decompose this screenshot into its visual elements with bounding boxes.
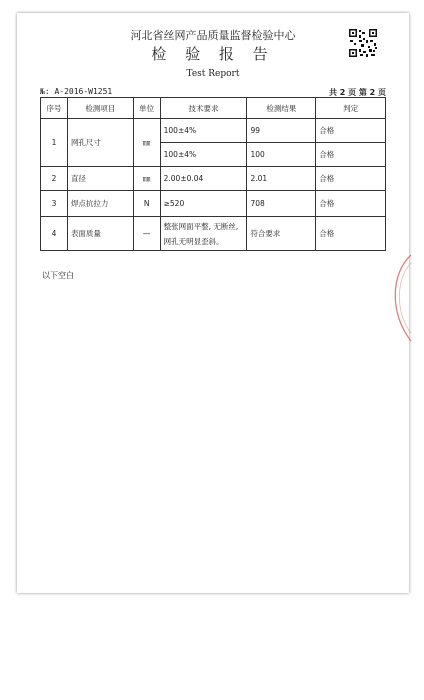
report-page xyxy=(17,13,409,593)
cell-judgement: 合格 xyxy=(316,191,386,217)
cell-judgement: 合格 xyxy=(316,119,386,143)
cell-result: 100 xyxy=(247,143,316,167)
table-row xyxy=(41,191,386,217)
cell-unit: — xyxy=(133,217,160,251)
cell-result: 2.01 xyxy=(247,167,316,191)
cell-unit: ㎜ xyxy=(133,119,160,167)
cell-item: 焊点抗拉力 xyxy=(67,191,133,217)
header-unit: 单位 xyxy=(133,98,160,119)
header-judgement: 判定 xyxy=(316,98,386,119)
blank-below-note: 以下空白 xyxy=(42,271,74,280)
cell-no: 4 xyxy=(41,217,68,251)
header-requirement: 技术要求 xyxy=(160,98,247,119)
cell-result: 708 xyxy=(247,191,316,217)
table-row xyxy=(41,217,386,251)
cell-judgement: 合格 xyxy=(316,143,386,167)
cell-requirement: 整张网面平整, 无断丝, 网孔无明显歪斜。 xyxy=(160,217,247,251)
cell-requirement: 100±4% xyxy=(160,143,247,167)
organization-name: 河北省丝网产品质量监督检验中心 xyxy=(130,29,296,42)
report-subtitle: Test Report xyxy=(186,69,240,79)
header-item: 检测项目 xyxy=(67,98,133,119)
cell-result: 99 xyxy=(247,119,316,143)
red-seal-stamp-icon xyxy=(387,253,413,343)
report-number: №: A-2016-W1251 xyxy=(40,87,113,96)
table-header-row xyxy=(41,98,386,119)
cell-result: 符合要求 xyxy=(247,217,316,251)
cell-item: 网孔尺寸 xyxy=(67,119,133,167)
cell-judgement: 合格 xyxy=(316,167,386,191)
cell-unit: ㎜ xyxy=(133,167,160,191)
cell-item: 表面质量 xyxy=(67,217,133,251)
table-row xyxy=(41,167,386,191)
header-result: 检测结果 xyxy=(247,98,316,119)
cell-judgement: 合格 xyxy=(316,217,386,251)
table-row xyxy=(41,119,386,143)
cell-requirement: 100±4% xyxy=(160,119,247,143)
cell-no: 2 xyxy=(41,167,68,191)
results-table xyxy=(40,97,386,251)
cell-item: 直径 xyxy=(67,167,133,191)
page-indicator: 共 2 页 第 2 页 xyxy=(328,88,386,97)
cell-unit: N xyxy=(133,191,160,217)
header-no: 序号 xyxy=(41,98,68,119)
cell-requirement: 2.00±0.04 xyxy=(160,167,247,191)
cell-requirement: ≥520 xyxy=(160,191,247,217)
cell-no: 1 xyxy=(41,119,68,167)
cell-no: 3 xyxy=(41,191,68,217)
report-title: 检 验 报 告 xyxy=(151,45,275,63)
